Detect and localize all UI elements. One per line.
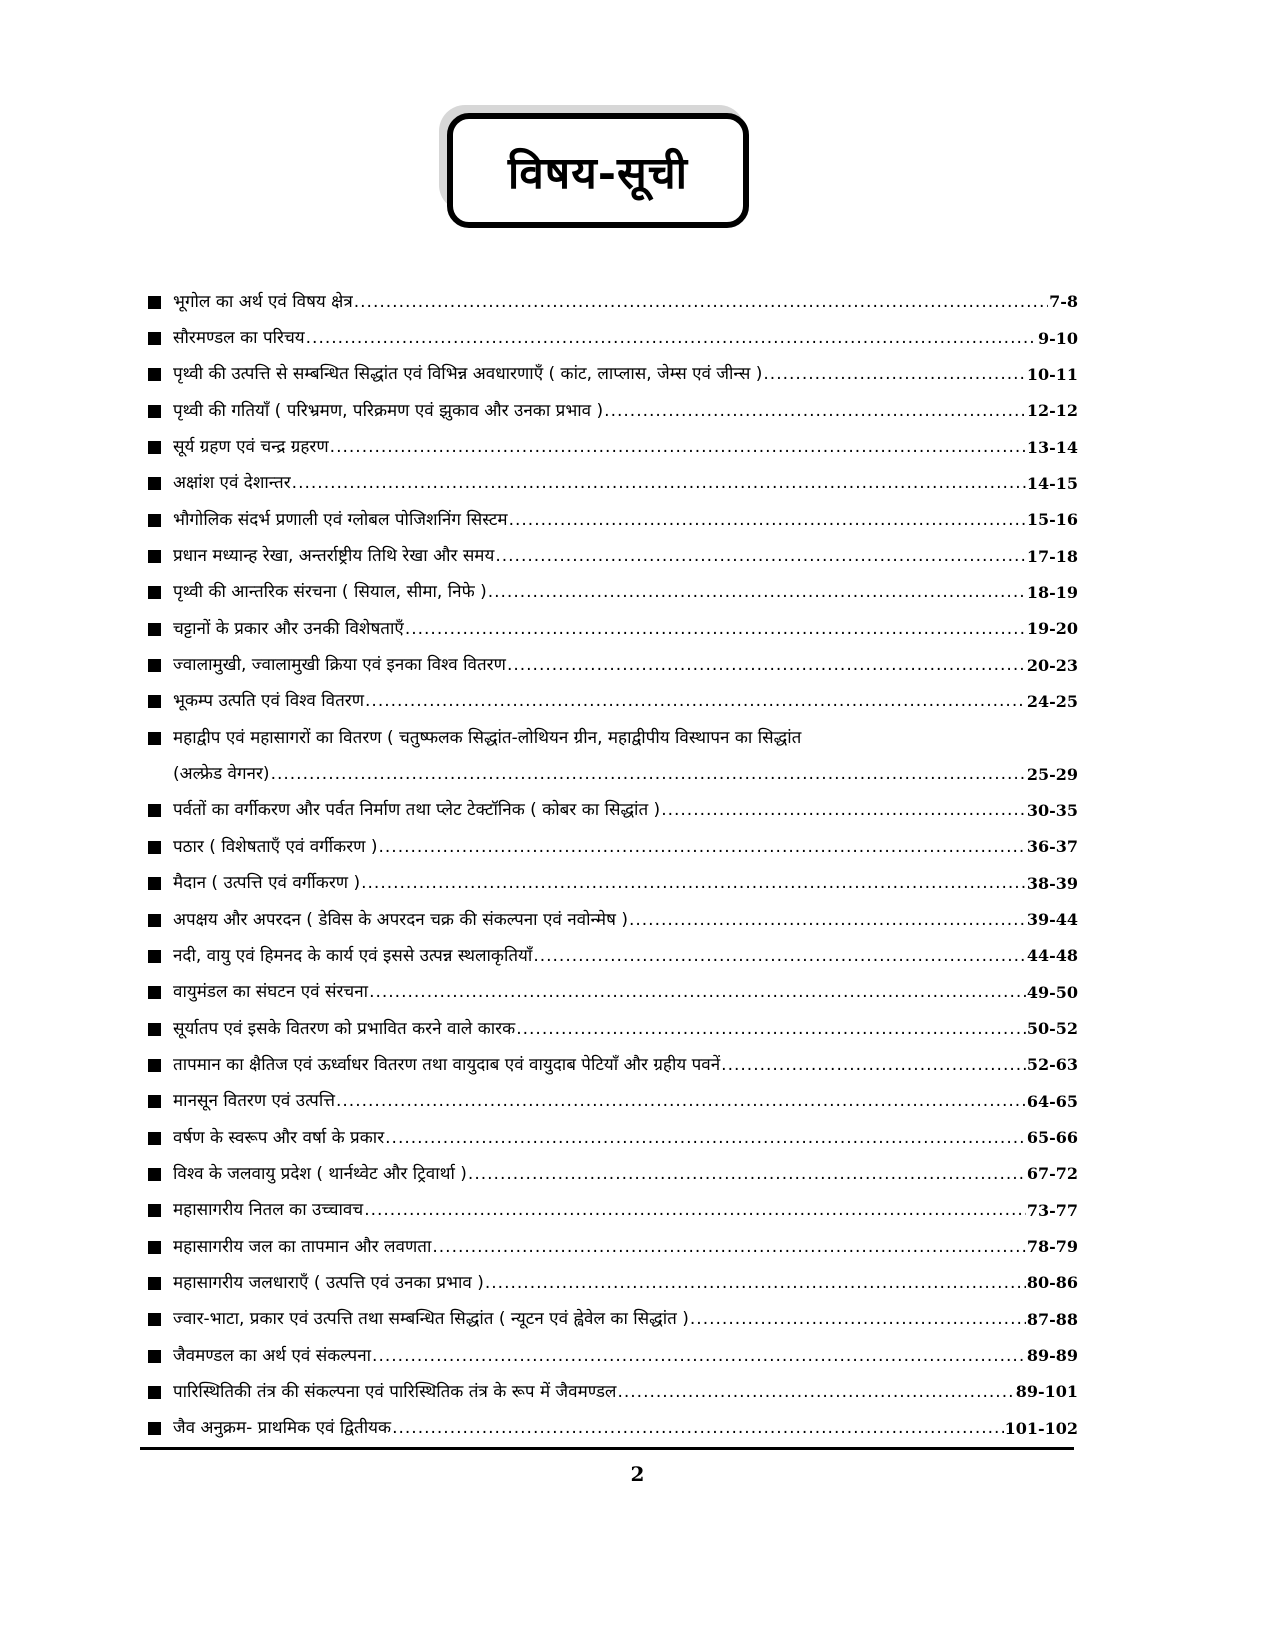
toc-entry [148,647,1078,683]
toc-entry-title: महासागरीय नितल का उच्चावच [173,1200,364,1221]
toc-entry-pages: 18-19 [1026,582,1078,602]
dot-leader [617,1384,1014,1401]
dot-leader [485,1275,1026,1292]
toc-entry-title: महासागरीय जल का तापमान और लवणता [173,1236,432,1257]
toc-entry-title: नदी, वायु एवं हिमनद के कार्य एवं इससे उत्पन्न स्थलाकृतियाँ [173,945,533,966]
table-of-contents [148,284,1078,1447]
toc-entry-pages: 49-50 [1026,982,1078,1002]
toc-entry-title: चट्टानों के प्रकार और उनकी विशेषताएँ [173,618,404,639]
square-bullet-icon [148,732,161,745]
toc-entry-title: पृथ्वी की उत्पत्ति से सम्बन्धित सिद्धांत एवं विभिन्न अवधारणाएँ ( कांट, लाप्लास, जेम्स एवं जीन्स ) [173,364,763,385]
dot-leader [690,1311,1026,1328]
square-bullet-icon [148,1241,161,1254]
dot-leader [405,621,1026,638]
toc-entry [148,502,1078,538]
square-bullet-icon [148,1059,161,1072]
dot-leader [604,403,1026,420]
toc-entry-pages: 38-39 [1026,873,1078,893]
toc-entry-pages: 44-48 [1026,946,1078,966]
toc-entry-title: सौरमण्डल का परिचय [173,328,305,349]
toc-entry-title: विश्व के जलवायु प्रदेश ( थार्नथ्वेट और ट्रिवार्था ) [173,1163,467,1184]
toc-entry-pages: 19-20 [1026,619,1078,639]
square-bullet-icon [148,550,161,563]
toc-entry [148,320,1078,356]
toc-entry-title: महाद्वीप एवं महासागरों का वितरण ( चतुष्फलक सिद्धांत-लोथियन ग्रीन, महाद्वीपीय विस्थापन का सिद्धांत [173,727,802,748]
square-bullet-icon [148,405,161,418]
toc-entry-pages: 24-25 [1026,691,1078,711]
page-title: विषय-सूची [507,147,689,199]
footer-rule [140,1447,1074,1450]
square-bullet-icon [148,659,161,672]
toc-entry-title: सूर्य ग्रहण एवं चन्द्र ग्रहरण [173,437,329,458]
toc-entry-pages: 30-35 [1026,800,1078,820]
dot-leader [432,1239,1025,1256]
square-bullet-icon [148,1132,161,1145]
toc-entry-pages: 39-44 [1026,910,1078,930]
square-bullet-icon [148,950,161,963]
toc-entry-title: तापमान का क्षैतिज एवं ऊर्ध्वाधर वितरण तथा वायुदाब एवं वायुदाब पेटियाँ और ग्रहीय पवनें [173,1054,721,1075]
toc-entry [148,975,1078,1011]
square-bullet-icon [148,368,161,381]
toc-entry-title: प्रधान मध्यान्ह रेखा, अन्तर्राष्ट्रीय तिथि रेखा और समय [173,546,495,567]
toc-entry-title: भौगोलिक संदर्भ प्रणाली एवं ग्लोबल पोजिशनिंग सिस्टम [173,509,508,530]
toc-entry [148,1411,1078,1447]
toc-entry-pages: 7-8 [1049,292,1078,312]
dot-leader [361,875,1026,892]
toc-entry-title: पठार ( विशेषताएँ एवं वर्गीकरण ) [173,836,378,857]
toc-entry-pages: 20-23 [1026,655,1078,675]
toc-entry-title: सूर्यातप एवं इसके वितरण को प्रभावित करने वाले कारक [173,1018,516,1039]
toc-entry-pages: 50-52 [1026,1019,1078,1039]
toc-entry-pages: 15-16 [1026,510,1078,530]
dot-leader [336,1093,1026,1110]
square-bullet-icon [148,1204,161,1217]
toc-entry-pages: 25-29 [1026,764,1078,784]
dot-leader [372,1348,1026,1365]
square-bullet-icon [148,804,161,817]
toc-entry [148,466,1078,502]
toc-entry-title: जैव अनुक्रम- प्राथमिक एवं द्वितीयक [173,1418,392,1439]
toc-entry-pages: 13-14 [1026,437,1078,457]
toc-entry-pages: 89-89 [1026,1346,1078,1366]
toc-entry-title: पर्वतों का वर्गीकरण और पर्वत निर्माण तथा प्लेट टेक्टॉनिक ( कोबर का सिद्धांत ) [173,800,661,821]
toc-entry-pages: 78-79 [1026,1237,1078,1257]
toc-entry [148,866,1078,902]
toc-entry [148,1084,1078,1120]
dot-leader [354,294,1048,311]
toc-entry [148,684,1078,720]
title-box [447,113,749,228]
dot-leader [292,475,1026,492]
toc-entry-title: जैवमण्डल का अर्थ एवं संकल्पना [173,1345,372,1366]
square-bullet-icon [148,1095,161,1108]
toc-entry [148,720,1078,756]
toc-entry-title-continued: (अल्फ्रेड वेगनर) [173,764,270,785]
toc-entry-pages: 65-66 [1026,1128,1078,1148]
square-bullet-icon [148,623,161,636]
toc-entry [148,1011,1078,1047]
dot-leader [509,512,1026,529]
dot-leader [516,1021,1026,1038]
toc-entry-title: भूगोल का अर्थ एवं विषय क्षेत्र [173,291,353,312]
toc-entry-pages: 64-65 [1026,1091,1078,1111]
toc-entry-pages: 10-11 [1026,364,1078,384]
toc-entry-pages: 9-10 [1037,328,1078,348]
square-bullet-icon [148,586,161,599]
square-bullet-icon [148,1350,161,1363]
dot-leader [721,1057,1026,1074]
toc-entry [148,1265,1078,1301]
toc-entry-title: भूकम्प उत्पति एवं विश्व वितरण [173,691,365,712]
square-bullet-icon [148,914,161,927]
toc-entry-pages: 12-12 [1026,401,1078,421]
toc-entry [148,1156,1078,1192]
dot-leader [629,912,1026,929]
toc-entry-pages: 52-63 [1026,1055,1078,1075]
dot-leader [507,657,1026,674]
dot-leader [365,693,1026,710]
square-bullet-icon [148,841,161,854]
toc-entry-pages: 89-101 [1015,1382,1078,1402]
square-bullet-icon [148,1313,161,1326]
dot-leader [306,330,1037,347]
toc-entry [148,611,1078,647]
square-bullet-icon [148,1386,161,1399]
dot-leader [385,1130,1026,1147]
dot-leader [533,948,1026,965]
toc-entry [148,938,1078,974]
title-banner [447,113,763,239]
toc-entry-title: महासागरीय जलधाराएँ ( उत्पत्ति एवं उनका प्रभाव ) [173,1272,484,1293]
dot-leader [392,1420,1003,1437]
square-bullet-icon [148,332,161,345]
toc-entry [148,575,1078,611]
square-bullet-icon [148,695,161,708]
square-bullet-icon [148,1023,161,1036]
dot-leader [369,984,1026,1001]
toc-entry [148,1193,1078,1229]
toc-entry-continuation [148,756,1078,792]
toc-entry-title: अपक्षय और अपरदन ( डेविस के अपरदन चक्र की संकल्पना एवं नवोन्मेष ) [173,909,628,930]
toc-entry [148,793,1078,829]
square-bullet-icon [148,1422,161,1435]
toc-entry [148,1338,1078,1374]
toc-entry-title: ज्वालामुखी, ज्वालामुखी क्रिया एवं इनका विश्व वितरण [173,655,506,676]
toc-entry [148,429,1078,465]
dot-leader [468,1166,1026,1183]
toc-entry [148,829,1078,865]
toc-entry-title: अक्षांश एवं देशान्तर [173,473,291,494]
toc-entry-title: मैदान ( उत्पत्ति एवं वर्गीकरण ) [173,873,361,894]
dot-leader [495,548,1025,565]
dot-leader [488,584,1026,601]
toc-entry-title: पृथ्वी की आन्तरिक संरचना ( सियाल, सीमा, निफे ) [173,582,487,603]
toc-entry [148,538,1078,574]
toc-entry-pages: 101-102 [1004,1418,1078,1438]
toc-entry [148,1229,1078,1265]
toc-entry [148,1374,1078,1410]
toc-entry-title: वर्षण के स्वरूप और वर्षा के प्रकार [173,1127,385,1148]
toc-entry-pages: 14-15 [1026,473,1078,493]
dot-leader [379,839,1026,856]
toc-entry-title: पृथ्वी की गतियाँ ( परिभ्रमण, परिक्रमण एवं झुकाव और उनका प्रभाव ) [173,400,604,421]
toc-entry-title: मानसून वितरण एवं उत्पत्ति [173,1091,335,1112]
square-bullet-icon [148,477,161,490]
square-bullet-icon [148,441,161,454]
toc-entry [148,284,1078,320]
toc-entry [148,1047,1078,1083]
page-number: 2 [630,1462,645,1486]
toc-entry [148,357,1078,393]
toc-entry-title: पारिस्थितिकी तंत्र की संकल्पना एवं पारिस्थितिक तंत्र के रूप में जैवमण्डल [173,1381,617,1402]
square-bullet-icon [148,296,161,309]
toc-entry-pages: 36-37 [1026,837,1078,857]
toc-entry-pages: 87-88 [1026,1309,1078,1329]
dot-leader [763,366,1025,383]
square-bullet-icon [148,986,161,999]
toc-entry [148,902,1078,938]
toc-entry [148,1302,1078,1338]
square-bullet-icon [148,1168,161,1181]
toc-entry-pages: 67-72 [1026,1164,1078,1184]
dot-leader [330,439,1026,456]
square-bullet-icon [148,1277,161,1290]
dot-leader [661,802,1026,819]
toc-entry-pages: 73-77 [1026,1200,1078,1220]
toc-entry [148,393,1078,429]
dot-leader [271,766,1026,783]
toc-entry-title: ज्वार-भाटा, प्रकार एवं उत्पत्ति तथा सम्बन्धित सिद्धांत ( न्यूटन एवं ह्वेवेल का सिद्धांत ) [173,1309,689,1330]
toc-entry-pages: 17-18 [1026,546,1078,566]
dot-leader [364,1202,1026,1219]
square-bullet-icon [148,514,161,527]
toc-entry-title: वायुमंडल का संघटन एवं संरचना [173,982,369,1003]
toc-entry [148,1120,1078,1156]
square-bullet-icon [148,877,161,890]
toc-entry-pages: 80-86 [1026,1273,1078,1293]
